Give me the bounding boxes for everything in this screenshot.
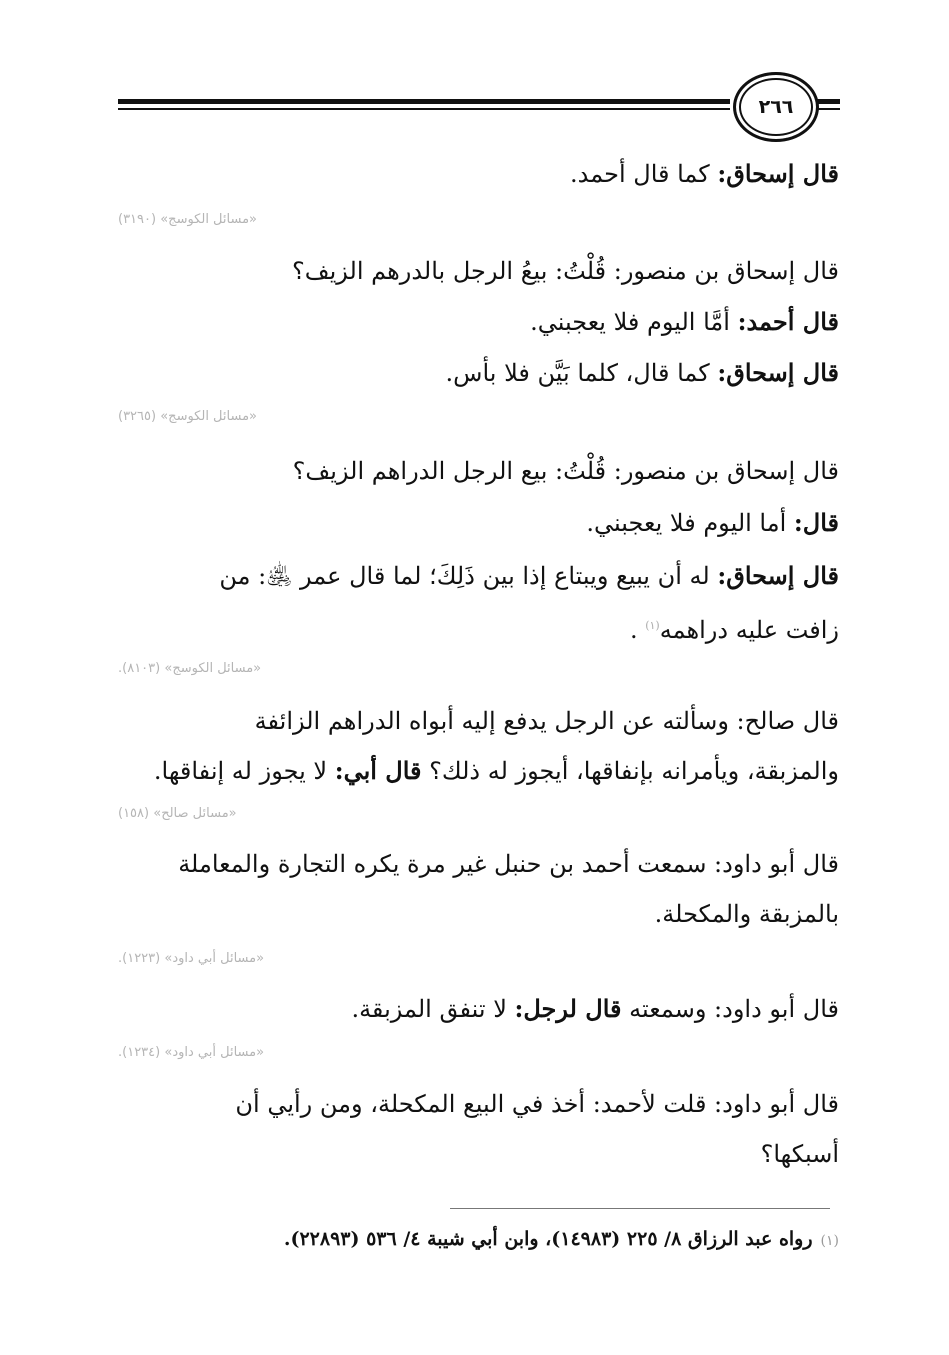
text-line [586, 507, 839, 539]
line-text: أما اليوم فلا يعجبني. [586, 509, 794, 537]
page-number-badge [733, 72, 819, 142]
text-line [118, 848, 839, 880]
line-text-end: لا تنفق المزبقة. [351, 995, 515, 1023]
text-line [292, 255, 839, 287]
line-text: بالمزبقة والمكحلة. [654, 900, 839, 928]
page-number: ٢٦٦ [758, 96, 794, 118]
line-text: أمَّا اليوم فلا يعجبني. [530, 308, 738, 336]
source-citation: «مسائل صالح» (١٥٨) [118, 806, 237, 821]
source-citation: «مسائل الكوسج» (٨١٠٣). [118, 661, 262, 676]
speaker: قال لرجل: [514, 994, 622, 1023]
line-text-end: لا يجوز له إنفاقها. [153, 757, 335, 785]
text-line [154, 755, 839, 787]
speaker: قال أبي: [334, 756, 422, 785]
text-line [118, 560, 839, 592]
line-text: قال صالح: وسألته عن الرجل يدفع إليه أبواه الدراهم الزائفة [254, 707, 839, 735]
header-rule-thick [118, 99, 730, 104]
text-line [351, 993, 839, 1025]
text-line [118, 705, 839, 737]
footnote [284, 1226, 839, 1254]
header-rule-thin [118, 108, 730, 110]
source-citation: «مسائل الكوسج» (٣٢٦٥) [118, 409, 257, 424]
source-citation: «مسائل أبي داود» (١٢٣٤). [118, 1045, 265, 1060]
text-line [570, 158, 839, 190]
text-line [293, 455, 839, 487]
source-citation: «مسائل أبي داود» (١٢٢٣). [118, 951, 265, 966]
line-text: له أن يبيع ويبتاع إذا بين ذَلِكَ؛ لما قال عمر ﵁: من [219, 562, 718, 590]
line-text: كما قال، كلما بَيَّن فلا بأس. [445, 359, 718, 387]
line-text: قال أبو داود: سمعت أحمد بن حنبل غير مرة يكره التجارة والمعاملة [178, 850, 839, 878]
speaker: قال إسحاق: [717, 159, 839, 188]
speaker: قال إسحاق: [717, 358, 839, 387]
line-text: قال إسحاق بن منصور: قُلْتُ: بيعُ الرجل بالدرهم الزيف؟ [292, 257, 839, 285]
footnote-divider [450, 1208, 830, 1209]
line-text: قال أبو داود: وسمعته [621, 995, 839, 1023]
footnote-marker: (١) [645, 619, 660, 632]
speaker: قال: [793, 508, 839, 537]
source-citation: «مسائل الكوسج» (٣١٩٠) [118, 212, 257, 227]
line-text: كما قال أحمد. [570, 160, 718, 188]
text-line [446, 357, 839, 389]
text-line [761, 1138, 839, 1170]
line-text: زافت عليه دراهمه [659, 616, 839, 644]
line-text: قال أبو داود: قلت لأحمد: أخذ في البيع المكحلة، ومن رأيي أن [235, 1090, 839, 1118]
line-text: أسبكها؟ [760, 1140, 839, 1168]
text-line [655, 898, 839, 930]
line-text-end: . [629, 616, 646, 644]
speaker: قال أحمد: [737, 307, 839, 336]
footnote-number: (١) [820, 1233, 839, 1249]
line-text: والمزبقة، ويأمرانه بإنفاقها، أيجوز له ذلك؟ [421, 757, 839, 785]
speaker: قال إسحاق: [717, 561, 839, 590]
footnote-text: رواه عبد الرزاق ٨/ ٢٢٥ (١٤٩٨٣)، وابن أبي شيبة ٤/ ٥٣٦ (٢٢٨٩٣). [283, 1228, 813, 1250]
text-line [630, 610, 839, 646]
text-line [118, 1088, 839, 1120]
text-line [530, 306, 839, 338]
line-text: قال إسحاق بن منصور: قُلْتُ: بيع الرجل الدراهم الزيف؟ [292, 457, 839, 485]
